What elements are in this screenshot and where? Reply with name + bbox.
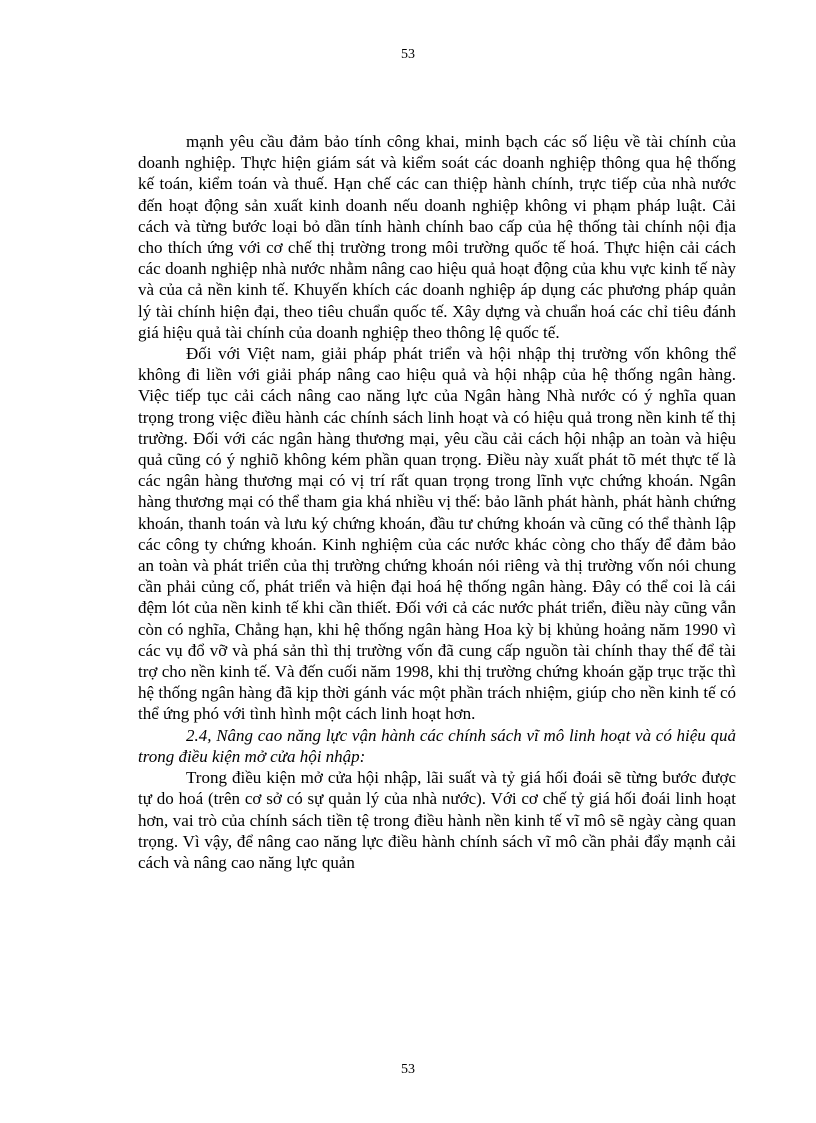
section-heading: 2.4, Nâng cao năng lực vận hành các chính sách vĩ mô linh hoạt và có hiệu quả trong điều kiện mở cửa hội nhập: [138,725,736,766]
document-body [138,131,736,873]
paragraph-macro-policy: Trong điều kiện mở cửa hội nhập, lãi suất và tỷ giá hối đoái sẽ từng bước được tự do hoá (trên cơ sở có sự quản lý của nhà nước). Với cơ chế tỷ giá hối đoái linh hoạt hơn, vai trò của chính sách tiền tệ trong điều hành nền kinh tế vĩ mô sẽ ngày càng quan trọng. Vì vậy, để nâng cao năng lực điều hành chính sách vĩ mô cần phải đẩy mạnh cải cách và nâng cao năng lực quản [138,768,736,872]
page-number-top: 53 [401,47,415,62]
page-number-bottom: 53 [401,1062,415,1077]
paragraph-continuation: mạnh yêu cầu đảm bảo tính công khai, minh bạch các số liệu về tài chính của doanh nghiệp. Thực hiện giám sát và kiểm soát các doanh nghiệp thông qua hệ thống kế toán, kiểm toán và thuế. Hạn chế các can thiệp hành chính, trực tiếp của nhà nước đến hoạt động sản xuất kinh doanh nếu doanh nghiệp không vi phạm pháp luật. Cải cách và từng bước loại bỏ dần tính hành chính bao cấp của hệ thống tài chính nội địa cho thích ứng với cơ chế thị trường trong môi trường quốc tế hoá. Thực hiện cải cách các doanh nghiệp nhà nước nhằm nâng cao hiệu quả hoạt động của khu vực kinh tế này và của cả nền kinh tế. Khuyến khích các doanh nghiệp áp dụng các phương pháp quản lý tài chính hiện đại, theo tiêu chuẩn quốc tế. Xây dựng và chuẩn hoá các chỉ tiêu đánh giá hiệu quả tài chính của doanh nghiệp theo thông lệ quốc tế. [138,132,736,342]
paragraph-banking: Đối với Việt nam, giải pháp phát triển và hội nhập thị trường vốn không thể không đi liền với giải pháp nâng cao hiệu quả và hội nhập của hệ thống ngân hàng. Việc tiếp tục cải cách nâng cao năng lực của Ngân hàng Nhà nước có ý nghĩa quan trọng trong việc điều hành các chính sách linh hoạt và có hiệu quả trong nền kinh tế thị trường. Đối với các ngân hàng thương mại, yêu cầu cải cách hội nhập an toàn và hiệu quả cũng có ý nghiõ không kém phần quan trọng. Điều này xuất phát tõ mét thực tế là các ngân hàng thương mại có vị trí rất quan trọng trong lĩnh vực chứng khoán. Ngân hàng thương mại có thể tham gia khá nhiều vị thế: bảo lãnh phát hành, phát hành chứng khoán, thanh toán và lưu ký chứng khoán, đầu tư chứng khoán và cũng có thể thành lập các công ty chứng khoán. Kinh nghiệm của các nước khác còng cho thấy để đảm bảo an toàn và phát triển của thị trường chứng khoán nói riêng và thị trường vốn nói chung cần phải củng cố, phát triển và hiện đại hoá hệ thống ngân hàng. Đây có thể coi là cái đệm lót của nền kinh tế khi cần thiết. Đối với cả các nước phát triển, điều này cũng vẫn còn có nghĩa, Chẳng hạn, khi hệ thống ngân hàng Hoa kỳ bị khủng hoảng năm 1990 vì các vụ đổ vỡ và phá sản thì thị trường vốn đã cung cấp nguồn tài chính thay thế để tài trợ cho nền kinh tế. Và đến cuối năm 1998, khi thị trường chứng khoán gặp trục trặc thì hệ thống ngân hàng đã kịp thời gánh vác một phần trách nhiệm, giúp cho nền kinh tế có thể ứng phó với tình hình một cách linh hoạt hơn. [138,344,736,724]
